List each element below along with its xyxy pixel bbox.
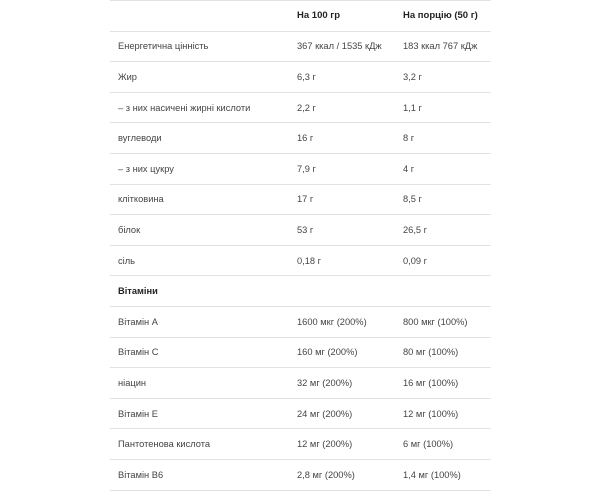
row-per-100: 367 ккал / 1535 кДж xyxy=(289,31,395,62)
table-row xyxy=(110,62,491,93)
row-per-portion: 26,5 г xyxy=(395,215,491,246)
row-name: Вітамін E xyxy=(110,398,289,429)
row-name: клітковина xyxy=(110,184,289,215)
table-row xyxy=(110,429,491,460)
row-name: Пантотенова кислота xyxy=(110,429,289,460)
row-per-100: 32 мг (200%) xyxy=(289,368,395,399)
row-name: Енергетична цінність xyxy=(110,31,289,62)
table-row xyxy=(110,153,491,184)
header-per-portion: На порцію (50 г) xyxy=(395,1,491,32)
table-row xyxy=(110,92,491,123)
header-per-100: На 100 гр xyxy=(289,1,395,32)
row-per-100: 0,18 г xyxy=(289,245,395,276)
table-row xyxy=(110,337,491,368)
row-name: білок xyxy=(110,215,289,246)
nutrition-table xyxy=(110,0,491,491)
row-per-100: 160 мг (200%) xyxy=(289,337,395,368)
row-name: Жир xyxy=(110,62,289,93)
table-header xyxy=(110,1,491,32)
row-per-portion: 8,5 г xyxy=(395,184,491,215)
section-row xyxy=(110,276,491,307)
row-name: ніацин xyxy=(110,368,289,399)
row-per-portion: 3,2 г xyxy=(395,62,491,93)
row-per-100: 24 мг (200%) xyxy=(289,398,395,429)
row-per-100: 16 г xyxy=(289,123,395,154)
row-per-100: 2,2 г xyxy=(289,92,395,123)
row-per-100: 12 мг (200%) xyxy=(289,429,395,460)
row-per-portion: 183 ккал 767 кДж xyxy=(395,31,491,62)
vitamins-heading: Вітаміни xyxy=(110,276,289,307)
row-per-portion: 0,09 г xyxy=(395,245,491,276)
row-per-portion: 80 мг (100%) xyxy=(395,337,491,368)
row-per-portion: 12 мг (100%) xyxy=(395,398,491,429)
section-empty-cell xyxy=(395,276,491,307)
row-per-portion: 16 мг (100%) xyxy=(395,368,491,399)
row-per-portion: 8 г xyxy=(395,123,491,154)
row-per-100: 1600 мкг (200%) xyxy=(289,306,395,337)
row-per-100: 53 г xyxy=(289,215,395,246)
row-name: сіль xyxy=(110,245,289,276)
table-row xyxy=(110,306,491,337)
row-per-portion: 800 мкг (100%) xyxy=(395,306,491,337)
row-per-100: 7,9 г xyxy=(289,153,395,184)
row-per-100: 17 г xyxy=(289,184,395,215)
table-row xyxy=(110,184,491,215)
row-name: – з них насичені жирні кислоти xyxy=(110,92,289,123)
row-per-portion: 4 г xyxy=(395,153,491,184)
row-per-portion: 6 мг (100%) xyxy=(395,429,491,460)
table-row xyxy=(110,368,491,399)
row-per-portion: 1,4 мг (100%) xyxy=(395,459,491,490)
table-row xyxy=(110,215,491,246)
table-row xyxy=(110,459,491,490)
header-row xyxy=(110,1,491,32)
row-per-portion: 1,1 г xyxy=(395,92,491,123)
header-name-cell xyxy=(110,1,289,32)
row-name: – з них цукру xyxy=(110,153,289,184)
table-row xyxy=(110,123,491,154)
table-row xyxy=(110,31,491,62)
table-row xyxy=(110,398,491,429)
section-empty-cell xyxy=(289,276,395,307)
row-per-100: 6,3 г xyxy=(289,62,395,93)
row-name: Вітамін A xyxy=(110,306,289,337)
row-name: вуглеводи xyxy=(110,123,289,154)
row-name: Вітамін B6 xyxy=(110,459,289,490)
table-body xyxy=(110,31,491,490)
table-row xyxy=(110,245,491,276)
row-name: Вітамін C xyxy=(110,337,289,368)
row-per-100: 2,8 мг (200%) xyxy=(289,459,395,490)
